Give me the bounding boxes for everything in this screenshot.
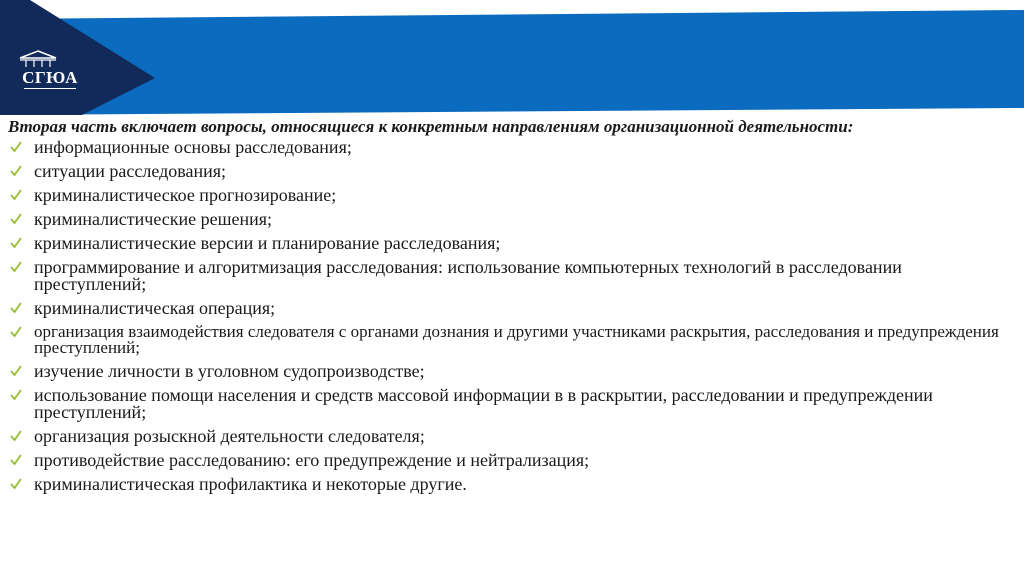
list-item [8,235,1018,252]
list-item-text: информационные основы расследования; [34,137,352,157]
list-item [8,428,1018,445]
list-item-text: криминалистическая операция; [34,298,276,318]
checkmark-icon [9,453,23,467]
list-item [8,363,1018,380]
checkmark-icon [9,388,23,402]
blue-band [0,10,1024,115]
list-item-text: криминалистические версии и планирование расследования; [34,233,501,253]
list-item [8,387,1018,421]
checkmark-icon [9,325,23,339]
checkmark-icon [9,236,23,250]
checkmark-icon [9,140,23,154]
checkmark-icon [9,260,23,274]
intro-text: Вторая часть включает вопросы, относящиеся к конкретным направлениям организационной деятельности: [8,117,854,136]
checkmark-icon [9,429,23,443]
list-item [8,187,1018,204]
list-item [8,259,1018,293]
list-item-text: организация взаимодействия следователя с органами дознания и другими участниками раскрытия, расследования и предупреждения преступлений; [34,322,999,357]
checkmark-icon [9,164,23,178]
list-item [8,324,1018,356]
list-item-text: изучение личности в уголовном судопроизводстве; [34,361,425,381]
list-item [8,211,1018,228]
header-shapes [0,0,1024,115]
list-item [8,476,1018,493]
list-item-text: криминалистическое прогнозирование; [34,185,337,205]
checkmark-icon [9,301,23,315]
header-banner [0,0,1024,115]
list-item-text: криминалистическая профилактика и некоторые другие. [34,474,467,494]
checkmark-icon [9,477,23,491]
list-item-text: криминалистические решения; [34,209,273,229]
checkmark-icon [9,188,23,202]
list-item-text: организация розыскной деятельности следователя; [34,426,425,446]
checkmark-icon [9,364,23,378]
list-item-text: использование помощи населения и средств массовой информации в в раскрытии, расследовании и предупреждении преступлений; [34,385,933,422]
list-item-text: противодействие расследованию: его предупреждение и нейтрализация; [34,450,590,470]
building-emblem-icon [18,50,58,68]
list-item [8,163,1018,180]
logo [18,50,82,94]
slide-content [8,117,1018,500]
list-item [8,452,1018,469]
list-item-text: ситуации расследования; [34,161,227,181]
logo-text: СГЮА [22,68,78,87]
list-item [8,139,1018,156]
topic-list [8,139,1018,493]
logo-underline [24,88,76,89]
list-item-text: программирование и алгоритмизация расследования: использование компьютерных технологий в расследовании преступлений; [34,257,902,294]
list-item [8,300,1018,317]
checkmark-icon [9,212,23,226]
